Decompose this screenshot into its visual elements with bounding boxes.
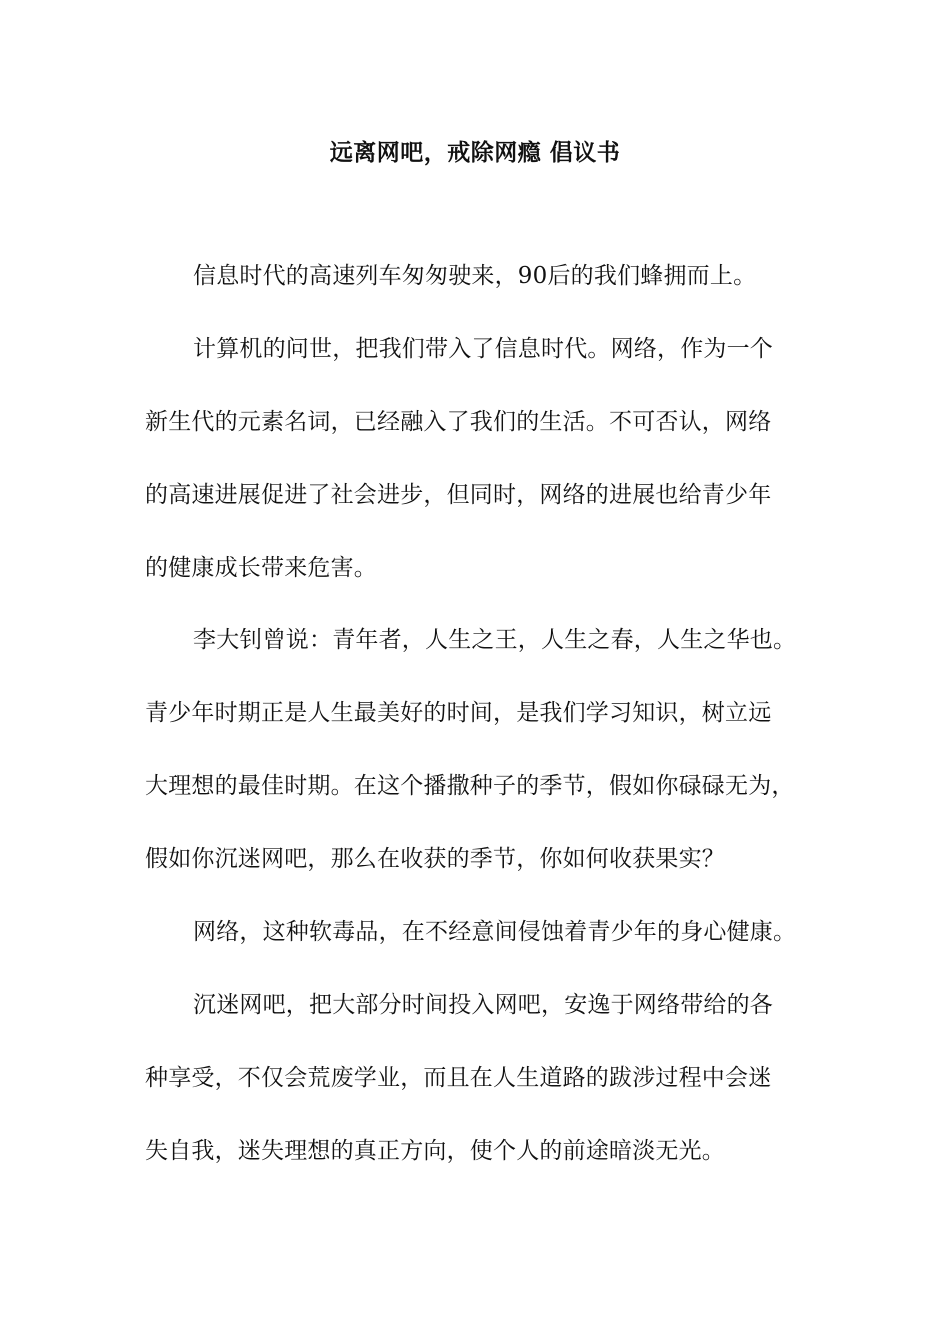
body-line: 新生代的元素名词，已经融入了我们的生活。不可否认，网络	[145, 408, 772, 435]
body-line: 大理想的最佳时期。在这个播撒种子的季节，假如你碌碌无为，	[145, 773, 795, 800]
body-line: 李大钊曾说：青年者，人生之王，人生之春，人生之华也。	[193, 627, 797, 654]
body-line: 的健康成长带来危害。	[145, 554, 377, 581]
body-line: 的高速进展促进了社会进步，但同时，网络的进展也给青少年	[145, 481, 772, 508]
document-body	[145, 256, 825, 1204]
document-title: 远离网吧，戒除网瘾 倡议书	[329, 139, 621, 166]
body-line: 计算机的问世，把我们带入了信息时代。网络，作为一个	[193, 335, 773, 362]
body-line: 网络，这种软毒品，在不经意间侵蚀着青少年的身心健康。	[193, 919, 797, 946]
body-line: 青少年时期正是人生最美好的时间，是我们学习知识，树立远	[145, 700, 772, 727]
body-line: 失自我，迷失理想的真正方向，使个人的前途暗淡无光。	[145, 1137, 725, 1164]
body-line: 假如你沉迷网吧，那么在收获的季节，你如何收获果实？	[145, 846, 725, 873]
body-line: 沉迷网吧，把大部分时间投入网吧，安逸于网络带给的各	[193, 991, 773, 1018]
body-line: 信息时代的高速列车匆匆驶来，90后的我们蜂拥而上。	[193, 263, 757, 289]
body-line: 种享受，不仅会荒废学业，而且在人生道路的跋涉过程中会迷	[145, 1064, 772, 1091]
